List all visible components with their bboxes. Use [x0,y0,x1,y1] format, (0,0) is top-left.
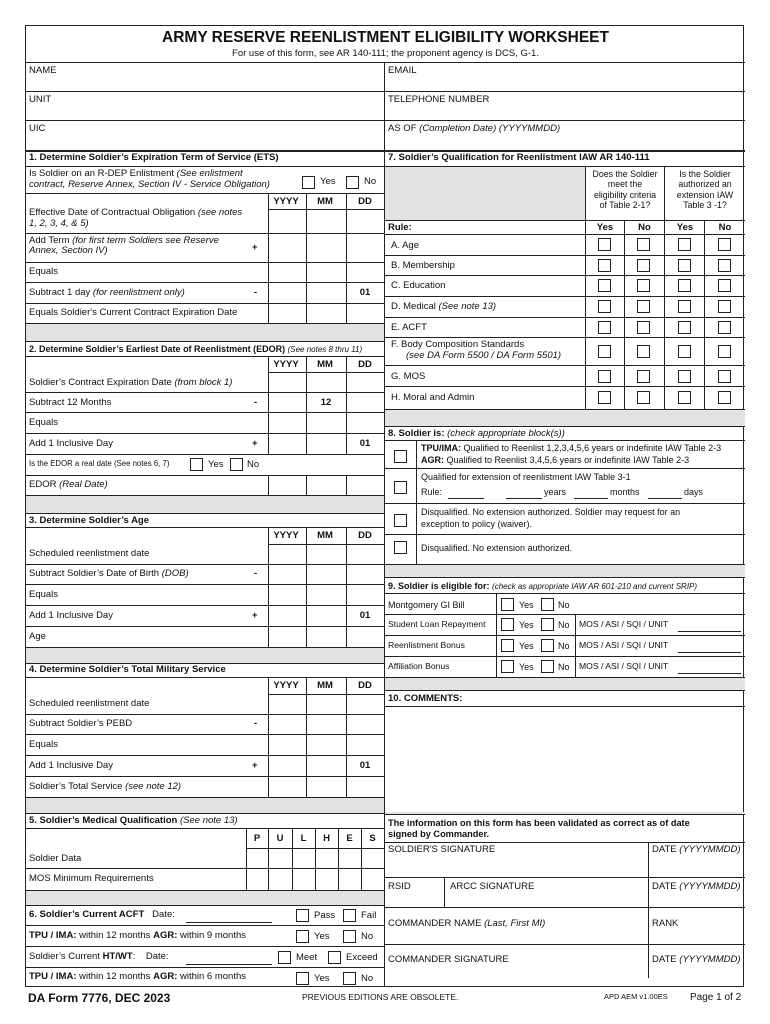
affiliation-bonus-no-checkbox[interactable] [541,660,554,673]
s2-equals-label: Equals [29,417,59,428]
affiliation-bonus-label: Affiliation Bonus [388,661,450,671]
rule-c-t21-yes-checkbox[interactable] [598,279,611,292]
rule-a-t21-yes-checkbox[interactable] [598,238,611,251]
rule-f-t31-no-checkbox[interactable] [718,345,731,358]
s4-dd-header: DD [358,680,372,691]
s2-add-day-label: Add 1 Inclusive Day [29,438,113,449]
subtract-dob-label: Subtract Soldier’s Date of Birth (DOB) [29,568,189,579]
htwt-meet-checkbox[interactable] [278,951,291,964]
tpu-qualified-text: TPU/IMA: Qualified to Reenlist 1,2,3,4,5,6 years or indefinite IAW Table 2-3 [421,443,722,453]
ced-label: Soldier’s Contract Expiration Date (from block 1) [29,377,233,388]
real-date-no-label: No [247,459,260,470]
loan-repayment-no-checkbox[interactable] [541,618,554,631]
acft-window-yes-label: Yes [314,931,330,942]
htwt-window-no-checkbox[interactable] [343,972,356,985]
profile-s: S [369,833,376,844]
htwt-window-no-label: No [361,973,374,984]
extension-years-label: years [544,487,567,497]
htwt-window-note: TPU / IMA: within 12 months AGR: within 6 months [29,971,247,982]
rule-b-t31-yes-checkbox[interactable] [678,259,691,272]
rank-label: RANK [652,918,679,929]
profile-e: E [346,833,353,844]
soldier-data-label: Soldier Data [29,853,82,864]
acft-pass-checkbox[interactable] [296,909,309,922]
rule-h-t31-yes-checkbox[interactable] [678,391,691,404]
acft-fail-label: Fail [361,910,377,921]
rule-e-t31-no-checkbox[interactable] [718,321,731,334]
section5-title: 5. Soldier’s Medical Qualification (See note 13) [29,815,238,826]
htwt-exceed-checkbox[interactable] [328,951,341,964]
rank-field[interactable] [650,931,743,943]
rule-f-label: F. Body Composition Standards [391,339,525,350]
gi-bill-label: Montgomery GI Bill [388,600,465,610]
extension-rule-label: Rule: [421,487,443,497]
loan-repayment-no-label: No [558,620,570,630]
mos-min-label: MOS Minimum Requirements [29,873,154,884]
soldier-signature-field[interactable] [386,856,646,876]
commander-name-label: COMMANDER NAME (Last, First MI) [388,918,546,929]
affiliation-bonus-no-label: No [558,662,570,672]
as-of-label: AS OF (Completion Date) (YYYYMMDD) [388,123,561,134]
rule-f-note: (see DA Form 5500 / DA Form 5501) [406,350,562,361]
s4-mm-header: MM [317,680,333,691]
affiliation-bonus-mos-input[interactable] [678,660,741,673]
rdep-no-checkbox[interactable] [346,176,359,189]
rule-h-t21-yes-checkbox[interactable] [598,391,611,404]
s3-equals-label: Equals [29,589,59,600]
rule-b-t21-no-checkbox[interactable] [637,259,650,272]
rule-d-t21-no-checkbox[interactable] [637,300,650,313]
rule-a-t31-no-checkbox[interactable] [718,238,731,251]
s5-separator [26,891,384,905]
s2-minus: - [254,397,258,408]
rule-d-label: D. Medical (See note 13) [391,301,497,312]
extension-qualified-text: Qualified for extension of reenlistment IAW Table 3-1 [421,472,631,482]
s7-col2-yes: Yes [676,222,694,233]
extension-months-label: months [610,487,640,497]
gi-bill-no-checkbox[interactable] [541,598,554,611]
s4-yyyy-header: YYYY [273,680,299,691]
loan-repayment-yes-label: Yes [519,620,534,630]
s7-col1-no: No [638,222,651,233]
reenlistment-bonus-yes-checkbox[interactable] [501,639,514,652]
htwt-window-yes-label: Yes [314,973,330,984]
s3-dd-value: 01 [359,610,371,621]
rsid-label: RSID [388,881,411,892]
soldier-date-label: DATE (YYYYMMDD) [652,844,741,855]
form-title: ARMY RESERVE REENLISTMENT ELIGIBILITY WORKSHEET [162,29,609,46]
gi-bill-yes-checkbox[interactable] [501,598,514,611]
email-field[interactable] [386,76,743,91]
s7-col2-no: No [718,222,732,233]
s3-scheduled-label: Scheduled reenlistment date [29,548,150,559]
s4-separator [26,798,384,813]
reenlistment-bonus-yes-label: Yes [519,641,534,651]
rule-c-label: C. Education [391,280,446,291]
s2-plus: + [252,438,258,449]
s3-dd-header: DD [358,530,372,541]
age-label: Age [29,631,46,642]
telephone-label: TELEPHONE NUMBER [388,94,490,105]
s2-mm-value: 12 [320,397,332,408]
rule-c-t31-no-checkbox[interactable] [718,279,731,292]
s7-separator [385,410,745,426]
subtract-day-label: Subtract 1 day (for reenlistment only) [29,287,185,298]
uic-label: UIC [29,123,46,134]
rule-a-t21-no-checkbox[interactable] [637,238,650,251]
loan-repayment-yes-checkbox[interactable] [501,618,514,631]
rule-a-t31-yes-checkbox[interactable] [678,238,691,251]
total-service-label: Soldier’s Total Service (see note 12) [29,781,182,792]
worksheet-form [25,25,744,987]
s3-plus: + [252,610,258,621]
extension-days-label: days [684,487,704,497]
section7-title: 7. Soldier’s Qualification for Reenlistment IAW AR 140-111 [388,152,650,163]
htwt-date-input[interactable] [186,951,272,964]
s7-col1-yes: Yes [596,222,614,233]
reenlistment-bonus-mos-input[interactable] [678,639,741,652]
commander-signature-field[interactable] [386,966,646,978]
rule-e-t31-yes-checkbox[interactable] [678,321,691,334]
reenlistment-bonus-label: Reenlistment Bonus [388,640,465,650]
rdep-yes-checkbox[interactable] [302,176,315,189]
add-term-plus: + [252,242,258,253]
acft-date-input[interactable] [186,909,272,922]
equals-ced-label: Equals Soldier's Current Contract Expiration Date [29,307,238,318]
real-date-yes-label: Yes [208,459,224,470]
s2-separator [26,496,384,513]
rule-f-t31-yes-checkbox[interactable] [678,345,691,358]
rule-h-t31-no-checkbox[interactable] [718,391,731,404]
gi-bill-yes-label: Yes [519,600,534,610]
rdep-yes-label: Yes [320,176,336,187]
subtract-12-label: Subtract 12 Months [29,397,112,408]
rule-f-t21-no-checkbox[interactable] [637,345,650,358]
apd-version: APD AEM v1.00ES [604,992,668,1001]
htwt-exceed-label: Exceed [346,952,378,963]
s1-effective-yyyy-input[interactable] [269,210,305,232]
s3-minus: - [254,568,258,579]
s1-equals-label: Equals [29,266,59,277]
s1-separator [26,324,384,341]
rule-g-t31-yes-checkbox[interactable] [678,370,691,383]
s1-mm-header: MM [317,196,333,207]
s2-mm-header: MM [317,359,333,370]
commander-name-field[interactable] [386,931,646,943]
commander-signature-label: COMMANDER SIGNATURE [388,954,509,965]
disqualified-checkbox[interactable] [394,541,407,554]
rsid-field[interactable] [386,892,443,906]
section8-title: 8. Soldier is: (check appropriate block(s)) [388,428,565,439]
s1-dd-header: DD [358,196,372,207]
acft-pass-label: Pass [314,910,336,921]
profile-h: H [323,833,330,844]
reenlistment-bonus-no-label: No [558,641,570,651]
s4-dd-value: 01 [359,760,371,771]
rule-g-t31-no-checkbox[interactable] [718,370,731,383]
telephone-field[interactable] [386,105,743,120]
arcc-date-field[interactable] [650,892,743,906]
s2-dd-value: 01 [359,438,371,449]
arcc-signature-field[interactable] [446,892,646,906]
extension-rule-input[interactable] [448,486,484,498]
commander-date-label: DATE (YYYYMMDD) [652,954,741,965]
validation-statement: The information on this form has been validated as correct as of date [388,818,690,828]
rule-h-label: H. Moral and Admin [391,392,475,403]
unit-label: UNIT [29,94,52,105]
htwt-label: Soldier’s Current HT/WT: Date: [29,951,169,962]
rule-c-t31-yes-checkbox[interactable] [678,279,691,292]
profile-l: L [300,833,307,844]
add-term-label: Add Term (for first term Soldiers see Reserve [29,235,219,246]
email-label: EMAIL [388,65,417,76]
s4-minus: - [254,718,258,729]
acft-window-yes-checkbox[interactable] [296,930,309,943]
section2-title: 2. Determine Soldier’s Earliest Date of Reenlistment (EDOR) (See notes 8 thru 11) [29,344,363,354]
htwt-meet-label: Meet [296,952,318,963]
real-date-no-checkbox[interactable] [230,458,243,471]
rule-g-label: G. MOS [391,371,426,382]
loan-repayment-mos-label: MOS / ASI / SQI / UNIT [579,619,669,629]
s3-separator [26,648,384,663]
section9-title: 9. Soldier is eligible for: (check as appropriate IAW AR 601-210 and current SRIP) [388,581,698,591]
extension-days-input[interactable] [648,486,682,498]
rule-g-t21-yes-checkbox[interactable] [598,370,611,383]
extension-years-input[interactable] [506,486,542,498]
effective-date-notes: 1, 2, 3, 4, & 5) [29,218,89,229]
s9-separator [385,678,745,690]
arcc-signature-label: ARCC SIGNATURE [450,881,535,892]
htwt-window-yes-checkbox[interactable] [296,972,309,985]
affiliation-bonus-yes-checkbox[interactable] [501,660,514,673]
arcc-date-label: DATE (YYYYMMDD) [652,881,741,892]
profile-u: U [276,833,284,844]
profile-p: P [253,833,261,844]
section3-title: 3. Determine Soldier’s Age [29,515,150,526]
reenlistment-bonus-no-checkbox[interactable] [541,639,554,652]
s2-yyyy-header: YYYY [273,359,299,370]
agr-qualified-text: AGR: Qualified to Reenlist 3,4,5,6 years or indefinite IAW Table 2-3 [421,455,690,465]
gi-bill-no-label: No [558,600,570,610]
soldier-signature-label: SOLDIER'S SIGNATURE [388,844,496,855]
s1-dd-value: 01 [359,287,371,298]
loan-repayment-label: Student Loan Repayment [388,619,486,629]
add-term-note: Annex, Section IV) [29,245,108,256]
disqualified-waiver-text-cont: exception to policy (waiver). [421,519,533,529]
reenlistment-bonus-mos-label: MOS / ASI / SQI / UNIT [579,640,669,650]
s7-rule-label: Rule: [388,222,412,233]
effective-date-label: Effective Date of Contractual Obligation (see notes [29,207,243,218]
affiliation-bonus-yes-label: Yes [519,662,534,672]
acft-window-no-checkbox[interactable] [343,930,356,943]
obsolete-notice: PREVIOUS EDITIONS ARE OBSOLETE. [302,992,459,1002]
loan-repayment-mos-input[interactable] [678,618,741,631]
affiliation-bonus-mos-label: MOS / ASI / SQI / UNIT [579,661,669,671]
rule-f-t21-yes-checkbox[interactable] [598,345,611,358]
acft-fail-checkbox[interactable] [343,909,356,922]
name-label: NAME [29,65,57,76]
s1-minus: - [254,287,258,298]
soldier-date-field[interactable] [650,856,743,876]
section6-title: 6. Soldier’s Current ACFT Date: [29,909,175,920]
rule-b-label: B. Membership [391,260,455,271]
as-of-field[interactable] [386,134,743,149]
comments-textarea[interactable] [386,708,743,811]
disqualified-text: Disqualified. No extension authorized. [421,543,573,553]
rdep-question-cont: contract, Reserve Annex, Section IV - Service Obligation) [29,179,270,190]
disqualified-waiver-checkbox[interactable] [394,514,407,527]
validation-statement-cont: signed by Commander. [388,829,490,839]
rule-a-label: A. Age [391,240,419,251]
rule-g-t21-no-checkbox[interactable] [637,370,650,383]
rule-h-t21-no-checkbox[interactable] [637,391,650,404]
s3-yyyy-header: YYYY [273,530,299,541]
rule-c-t21-no-checkbox[interactable] [637,279,650,292]
s3-add-day-label: Add 1 Inclusive Day [29,610,113,621]
subtract-pebd-label: Subtract Soldier’s PEBD [29,718,133,729]
s4-add-day-label: Add 1 Inclusive Day [29,760,113,771]
section10-title: 10. COMMENTS: [388,693,463,704]
real-date-question: Is the EDOR a real date (See notes 6, 7) [29,459,170,468]
disqualified-waiver-text: Disqualified. No extension authorized. Soldier may request for an [421,507,681,517]
s4-scheduled-label: Scheduled reenlistment date [29,698,150,709]
s3-mm-header: MM [317,530,333,541]
rule-d-t21-yes-checkbox[interactable] [598,300,611,313]
rule-b-t21-yes-checkbox[interactable] [598,259,611,272]
s7-col2-header: Is the Soldier authorized an extension IAW Table 3 -1? [676,169,734,211]
uic-field[interactable] [27,134,383,149]
rule-e-t21-no-checkbox[interactable] [637,321,650,334]
rdep-question: Is Soldier on an R-DEP Enlistment (See enlistment [29,168,243,179]
rule-e-label: E. ACFT [391,322,427,333]
rule-b-t31-no-checkbox[interactable] [718,259,731,272]
s4-plus: + [252,760,258,771]
s1-effective-dd-input[interactable] [347,210,384,232]
extension-months-input[interactable] [574,486,608,498]
acft-window-no-label: No [361,931,374,942]
tpu-agr-qualified-checkbox[interactable] [394,450,407,463]
form-number: DA Form 7776, DEC 2023 [28,991,171,1005]
edor-label: EDOR (Real Date) [29,479,108,490]
section4-title: 4. Determine Soldier’s Total Military Service [29,664,226,675]
s2-dd-header: DD [358,359,372,370]
rule-e-t21-yes-checkbox[interactable] [598,321,611,334]
unit-field[interactable] [27,105,383,120]
form-subtitle: For use of this form, see AR 140-111; the proponent agency is DCS, G-1. [232,48,539,59]
rule-d-t31-no-checkbox[interactable] [718,300,731,313]
rdep-no-label: No [364,176,377,187]
s7-header-shade [385,167,585,220]
section1-title: 1. Determine Soldier’s Expiration Term of Service (ETS) [29,152,279,163]
page-number: Page 1 of 2 [690,992,742,1003]
extension-qualified-checkbox[interactable] [394,481,407,494]
acft-window-note: TPU / IMA: within 12 months AGR: within 9 months [29,930,247,941]
real-date-yes-checkbox[interactable] [190,458,203,471]
s7-col1-header: Does the Soldier meet the eligibility criteria of Table 2-1? [592,169,658,211]
s8-separator [385,565,745,577]
s4-equals-label: Equals [29,739,59,750]
s1-effective-mm-input[interactable] [307,210,345,232]
s1-yyyy-header: YYYY [273,196,299,207]
rule-d-t31-yes-checkbox[interactable] [678,300,691,313]
commander-date-field[interactable] [650,966,743,978]
name-field[interactable] [27,76,383,91]
